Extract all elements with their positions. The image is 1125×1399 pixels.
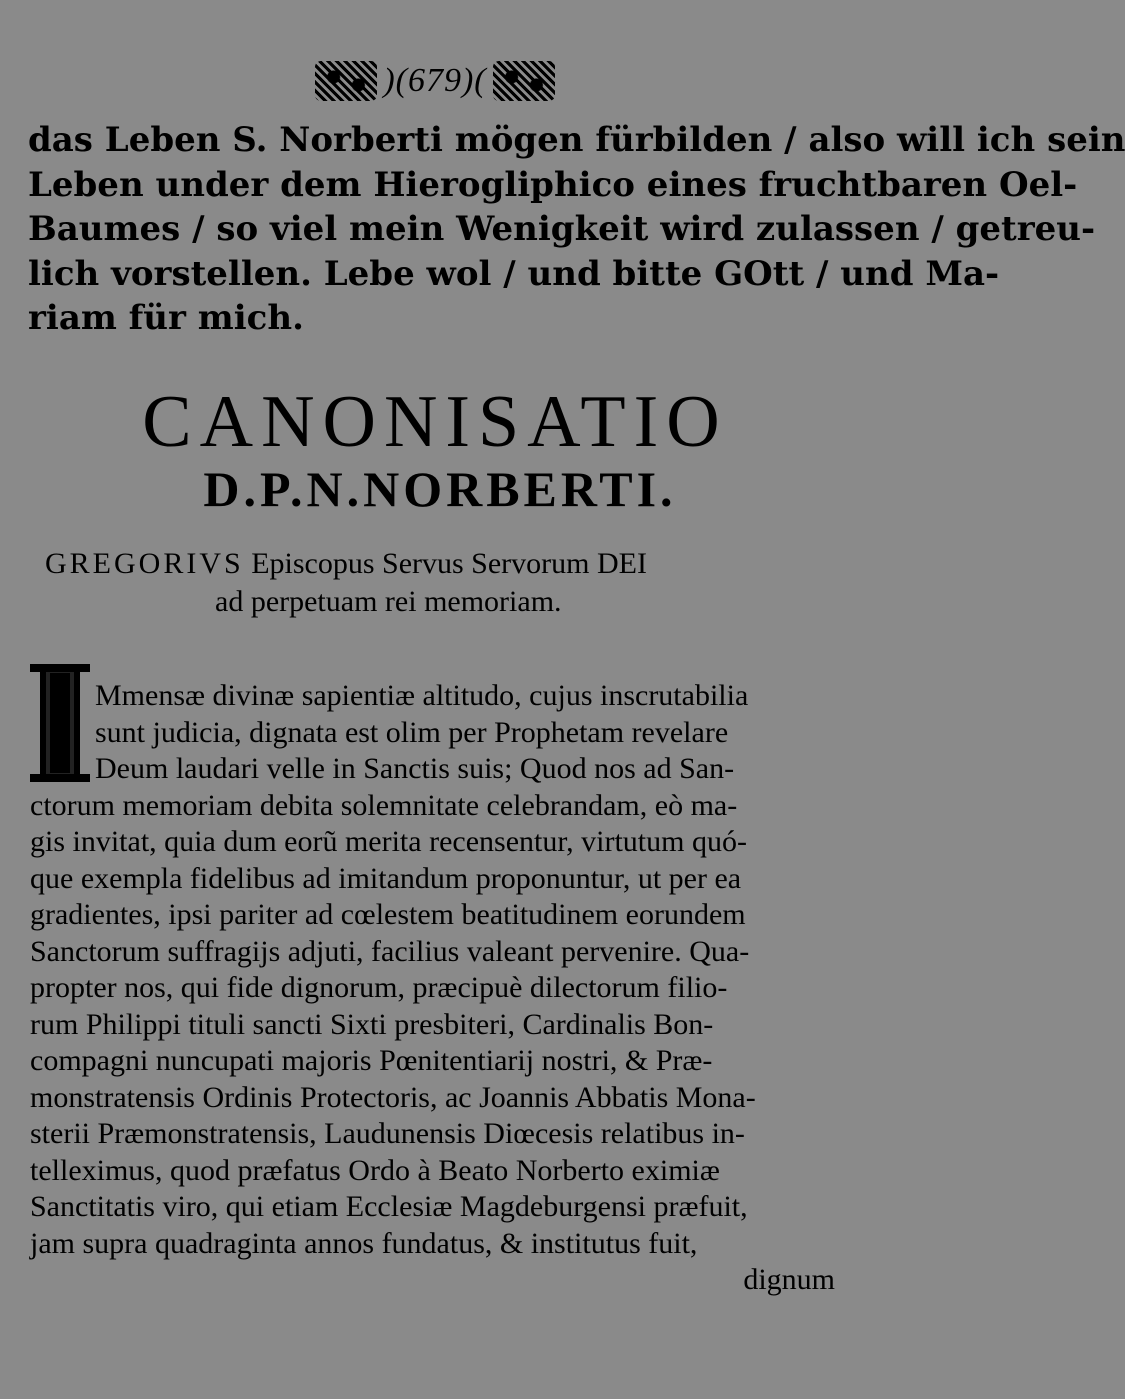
author-line-1 [45, 545, 825, 583]
body-line: telleximus, quod præfatus Ordo à Beato Norberto eximiæ [30, 1153, 720, 1187]
body-line: Deum laudari velle in Sanctis suis; Quod nos ad San- [95, 752, 735, 785]
body-line: compagni nuncupati majoris Pœnitentiarij nostri, & Præ- [30, 1044, 713, 1077]
body-line: Mmensæ divinæ sapientiæ altitudo, cujus inscrutabilia [95, 679, 749, 712]
intro-line: lich vorstellen. Lebe wol / und bitte GOtt / und Ma- [28, 253, 1000, 294]
title-line-1: CANONISATIO [142, 381, 728, 463]
body-line: rum Philippi tituli sancti Sixti presbiteri, Cardinalis Bon- [30, 1007, 714, 1041]
body-line: propter nos, qui fide dignorum, præcipuè dilectorum filio- [30, 971, 728, 1004]
body-line: gradientes, ipsi pariter ad cœlestem beatitudinem eorundem [30, 898, 746, 931]
left-ornament-icon [315, 61, 377, 101]
author-line-2: ad perpetuam rei memoriam. [215, 585, 562, 618]
catchword: dignum [743, 1263, 835, 1296]
body-line: sunt judicia, dignata est olim per Prophetam revelare [95, 715, 729, 749]
body-line: gis invitat, quia dum eorũ merita recensentur, virtutum quó- [30, 825, 747, 858]
title-line-2: D.P.N.NORBERTI. [203, 461, 677, 517]
body-line: sterii Præmonstratensis, Laudunensis Diœcesis relatibus in- [30, 1117, 745, 1150]
body-line: monstratensis Ordinis Protectoris, ac Joannis Abbatis Mona- [30, 1080, 756, 1114]
right-ornament-icon [493, 61, 555, 101]
author-block [45, 545, 825, 621]
author-name: GREGORIVS [45, 547, 244, 580]
page-header [295, 56, 575, 106]
body-line: ctorum memoriam debita solemnitate celebrandam, eò ma- [30, 788, 738, 822]
body-line: Sanctorum suffragijs adjuti, facilius valeant pervenire. Qua- [30, 934, 750, 968]
intro-line: riam für mich. [28, 298, 304, 338]
author-title: Episcopus Servus Servorum DEI [251, 547, 647, 580]
intro-line: Baumes / so viel mein Wenigkeit wird zulassen / getreu- [28, 209, 1096, 249]
body-line: Sanctitatis viro, qui etiam Ecclesiæ Magdeburgensi præfuit, [30, 1190, 748, 1223]
body-line: que exempla fidelibus ad imitandum proponuntur, ut per ea [30, 861, 742, 895]
page-number: )(679)( [383, 62, 487, 99]
intro-paragraph [28, 118, 1125, 341]
intro-line: Leben under dem Hierogliphico eines fruchtbaren Oel- [28, 164, 1078, 205]
intro-line: das Leben S. Norberti mögen fürbilden / also will ich sein [28, 120, 1125, 160]
body-paragraph [30, 678, 845, 1299]
body-line: jam supra quadraginta annos fundatus, & institutus fuit, [30, 1226, 698, 1260]
